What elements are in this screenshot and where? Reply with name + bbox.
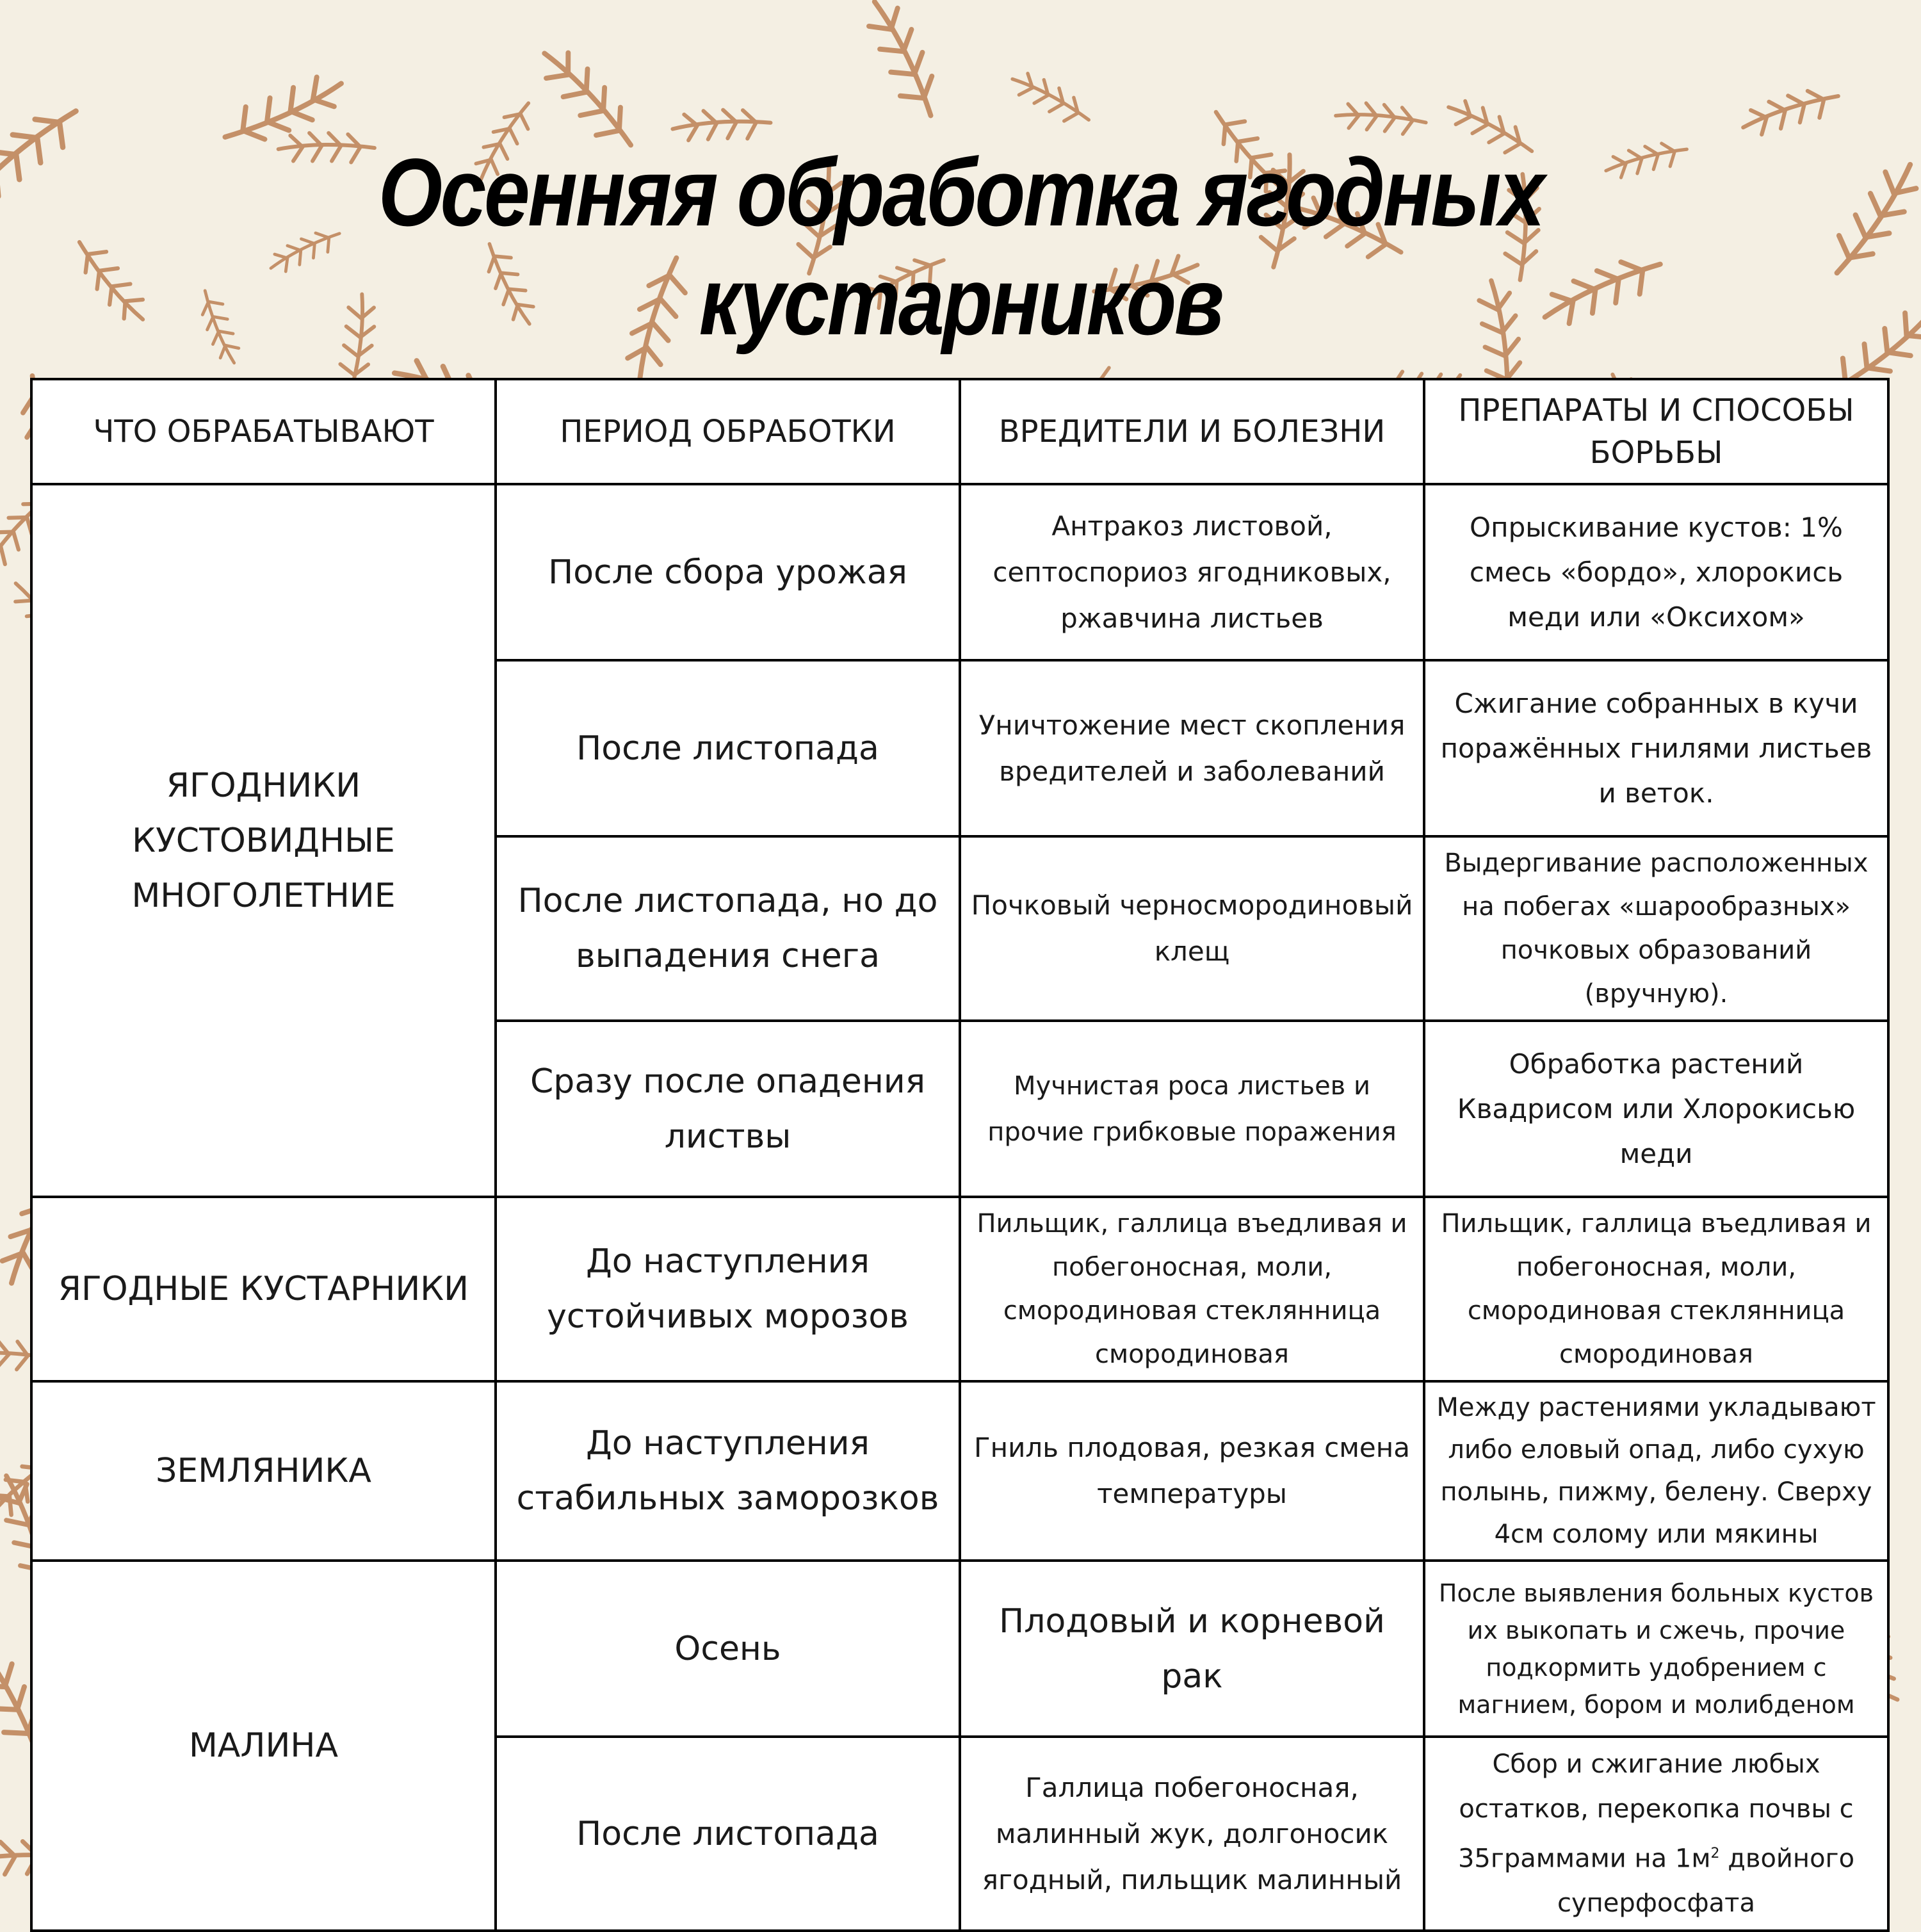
period-cell: После сбора урожая — [496, 484, 960, 660]
pests-cell: Галлица побегоносная, малинный жук, долгоносик ягодный, пильщик малинный — [960, 1737, 1424, 1931]
pests-cell: Уничтожение мест скопления вредителей и заболеваний — [960, 660, 1424, 836]
pests-cell: Гниль плодовая, резкая смена температуры — [960, 1381, 1424, 1561]
category-cell: ЯГОДНИКИ КУСТОВИДНЫЕ МНОГОЛЕТНИЕ — [31, 484, 496, 1197]
methods-cell: Обработка растений Квадрисом или Хлорокисью меди — [1424, 1021, 1888, 1197]
pests-cell: Антракоз листовой, септоспориоз ягодниковых, ржавчина листьев — [960, 484, 1424, 660]
header-methods: ПРЕПАРАТЫ И СПОСОБЫ БОРЬБЫ — [1424, 379, 1888, 484]
sprig-decoration — [1005, 67, 1096, 130]
header-period: ПЕРИОД ОБРАБОТКИ — [496, 379, 960, 484]
period-cell: Осень — [496, 1561, 960, 1737]
methods-cell: Выдергивание расположенных на побегах «шарообразных» почковых образований (вручную). — [1424, 836, 1888, 1021]
table-row — [31, 484, 1888, 660]
sprig-decoration — [0, 91, 88, 215]
category-cell: ЯГОДНЫЕ КУСТАРНИКИ — [31, 1197, 496, 1381]
sprig-decoration — [1335, 102, 1426, 134]
treatment-table — [30, 378, 1890, 1932]
table-row — [31, 1381, 1888, 1561]
period-cell: После листопада, но до выпадения снега — [496, 836, 960, 1021]
methods-cell — [1424, 1737, 1888, 1931]
period-cell: После листопада — [496, 1737, 960, 1931]
sprig-decoration — [1738, 77, 1843, 145]
sprig-decoration — [1822, 152, 1921, 286]
pests-cell: Мучнистая роса листьев и прочие грибковые поражения — [960, 1021, 1424, 1197]
pests-cell: Плодовый и корневой рак — [960, 1561, 1424, 1737]
pests-cell: Почковый черносмородиновый клещ — [960, 836, 1424, 1021]
period-cell: До наступления устойчивых морозов — [496, 1197, 960, 1381]
sprig-decoration — [854, 0, 953, 124]
methods-text-end: двойного суперфосфата — [1557, 1844, 1855, 1919]
page-title: Осенняя обработка ягодных кустарников — [378, 138, 1543, 355]
methods-text-start: Сбор и сжигание любых остатков, перекопка почвы с 35граммами на 1м — [1457, 1749, 1854, 1874]
methods-cell: После выявления больных кустов их выкопать и сжечь, прочие подкормить удобрением с магнием, бором и молибденом — [1424, 1561, 1888, 1737]
table-header-row — [31, 379, 1888, 484]
period-cell: Сразу после опадения листвы — [496, 1021, 960, 1197]
pests-cell: Пильщик, галлица въедливая и побегоносная, моли, смородиновая стеклянница смородиновая — [960, 1197, 1424, 1381]
category-cell: МАЛИНА — [31, 1561, 496, 1931]
table-row — [31, 1197, 1888, 1381]
period-cell: До наступления стабильных заморозков — [496, 1381, 960, 1561]
methods-cell: Между растениями укладывают либо еловый опад, либо сухую полынь, пижму, белену. Сверху 4см солому или мякины — [1424, 1381, 1888, 1561]
methods-cell: Опрыскивание кустов: 1% смесь «бордо», хлорокись меди или «Оксихом» — [1424, 484, 1888, 660]
category-cell: ЗЕМЛЯНИКА — [31, 1381, 496, 1561]
squared-superscript: 2 — [1710, 1846, 1720, 1862]
table-row — [31, 1561, 1888, 1737]
methods-cell: Пильщик, галлица въедливая и побегоносная, моли, смородиновая стеклянница смородиновая — [1424, 1197, 1888, 1381]
header-pests: ВРЕДИТЕЛИ И БОЛЕЗНИ — [960, 379, 1424, 484]
period-cell: После листопада — [496, 660, 960, 836]
methods-cell: Сжигание собранных в кучи поражённых гнилями листьев и веток. — [1424, 660, 1888, 836]
header-what: ЧТО ОБРАБАТЫВАЮТ — [31, 379, 496, 484]
